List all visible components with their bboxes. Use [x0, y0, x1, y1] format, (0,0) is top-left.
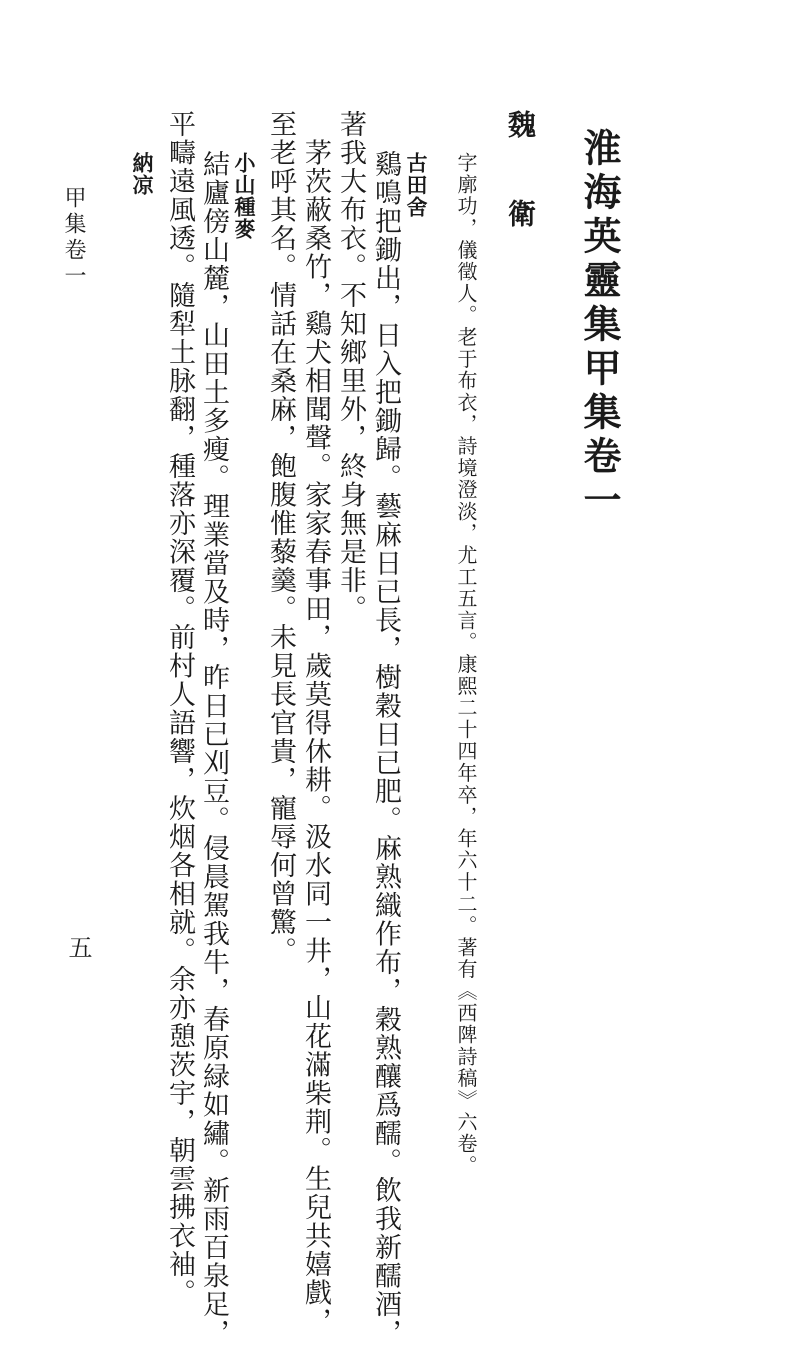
- poem-line: 茅茨蔽桑竹，鷄犬相聞聲。家家春事田，歲莫得休耕。汲水同一井，山花滿柴荆。生兒共嬉戲，: [300, 110, 331, 1336]
- poem-title-na-liang: 納凉: [130, 152, 154, 196]
- poem-title-xiao-shan-zhong-mai: 小山種麥: [232, 152, 256, 240]
- author-name: 魏 衛: [504, 110, 537, 241]
- poem-title-gu-tian-she: 古田舍: [404, 152, 428, 218]
- poem-line: 結廬傍山麓，山田土多瘦。理業當及時，昨日已刈豆。侵晨駕我牛，春原緑如繡。新雨百泉足，: [198, 150, 229, 1347]
- running-head: 甲集卷一: [61, 186, 86, 290]
- author-biography: 字廓功，儀徵人。老于布衣，詩境澄淡，尤工五言。康熙二十四年卒，年六十二。著有《西陴詩稿》六卷。: [454, 152, 478, 1177]
- page-number: 五: [64, 935, 92, 959]
- book-title: 淮海英靈集甲集卷一: [577, 128, 622, 524]
- poem-line: 著我大布衣。不知鄉里外，終身無是非。: [335, 110, 366, 623]
- poem-line: 至老呼其名。情話在桑麻，飽腹惟藜羹。未見長官貴，寵辱何曾驚。: [265, 110, 296, 965]
- poem-line: 鷄鳴把鋤出，日入把鋤歸。藝麻日已長，樹穀日已肥。麻熟織作布，穀熟釀爲醹。飲我新醹酒，: [370, 150, 401, 1347]
- poem-line: 平疇遠風透。隨犁土脉翻，種落亦深覆。前村人語響，炊烟各相就。余亦憩茨宇，朝雲拂衣袖。: [164, 110, 195, 1307]
